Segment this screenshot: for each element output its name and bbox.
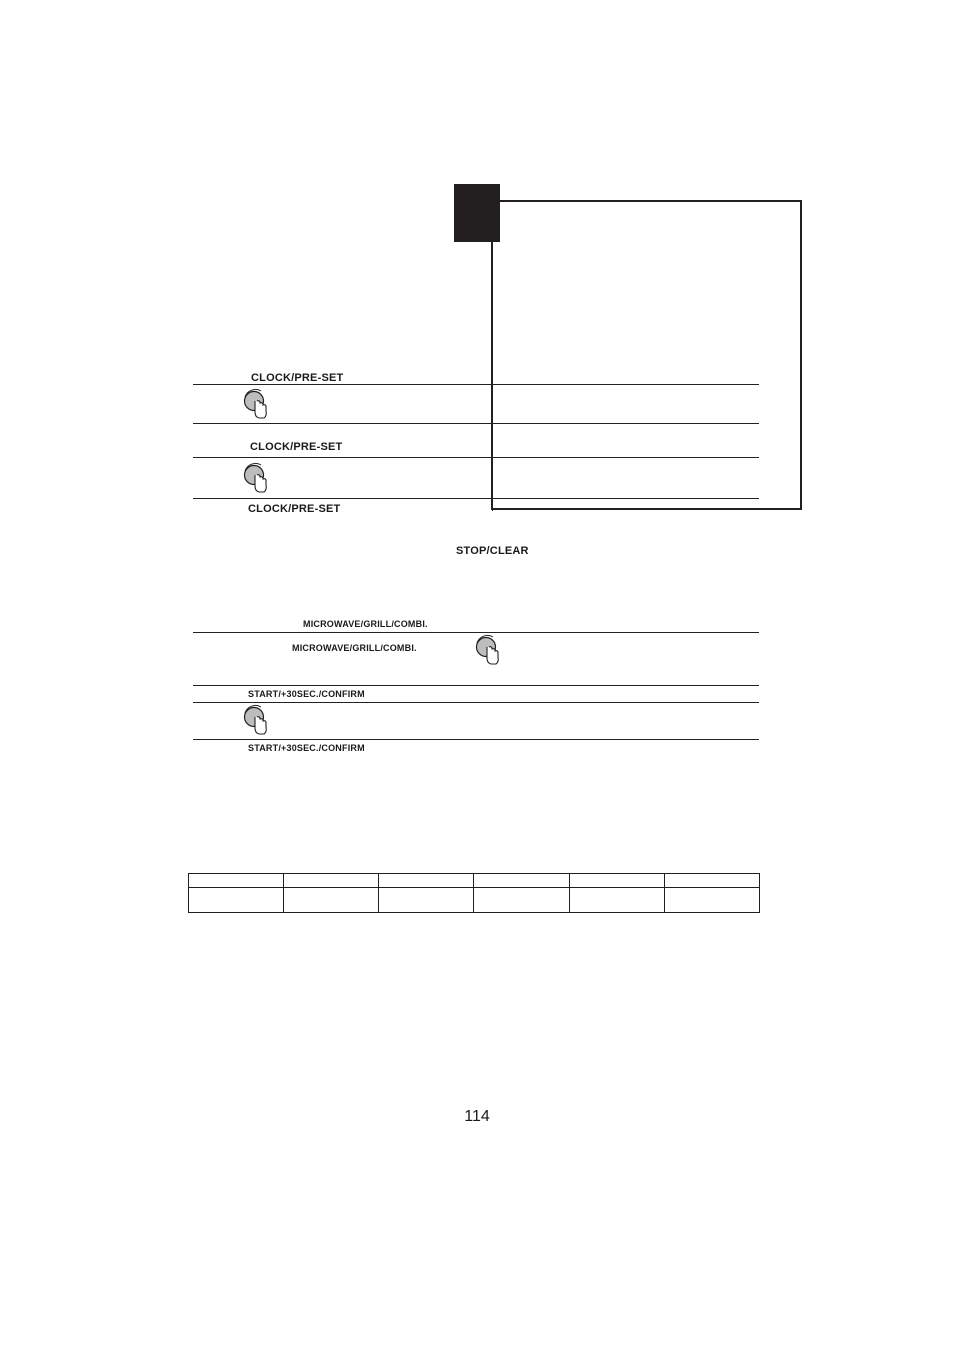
table-cell	[189, 888, 284, 913]
step-divider	[193, 423, 759, 424]
step-divider	[193, 632, 759, 633]
step-divider	[193, 702, 759, 703]
dial-icon	[472, 634, 500, 666]
table-cell	[569, 888, 664, 913]
dial-icon	[240, 388, 268, 420]
clock-preset-label-1: CLOCK/PRE-SET	[251, 372, 344, 384]
table-row	[189, 874, 760, 888]
table-row	[189, 888, 760, 913]
start-confirm-label-2: START/+30SEC./CONFIRM	[248, 743, 365, 753]
dial-icon	[240, 704, 268, 736]
table-cell	[189, 874, 284, 888]
table-cell	[379, 888, 474, 913]
table-cell	[474, 874, 569, 888]
step-divider	[193, 498, 759, 499]
start-confirm-label-1: START/+30SEC./CONFIRM	[248, 689, 365, 699]
table-cell	[474, 888, 569, 913]
clock-preset-label-3: CLOCK/PRE-SET	[248, 503, 341, 515]
table-cell	[284, 888, 379, 913]
step-divider	[193, 457, 759, 458]
step-divider	[193, 739, 759, 740]
table-cell	[379, 874, 474, 888]
microwave-grill-combi-label-1: MICROWAVE/GRILL/COMBI.	[303, 619, 428, 629]
summary-table	[188, 873, 760, 913]
note-box-left-edge	[492, 200, 493, 511]
page-number: 114	[464, 1108, 490, 1125]
clock-preset-label-2: CLOCK/PRE-SET	[250, 441, 343, 453]
table-cell	[284, 874, 379, 888]
dial-icon	[240, 462, 268, 494]
step-divider	[193, 685, 759, 686]
step-divider	[193, 384, 759, 385]
stop-clear-label: STOP/CLEAR	[456, 545, 529, 557]
note-box	[491, 200, 802, 510]
table-cell	[664, 874, 759, 888]
microwave-grill-combi-label-2: MICROWAVE/GRILL/COMBI.	[292, 643, 417, 653]
table-cell	[569, 874, 664, 888]
table-cell	[664, 888, 759, 913]
